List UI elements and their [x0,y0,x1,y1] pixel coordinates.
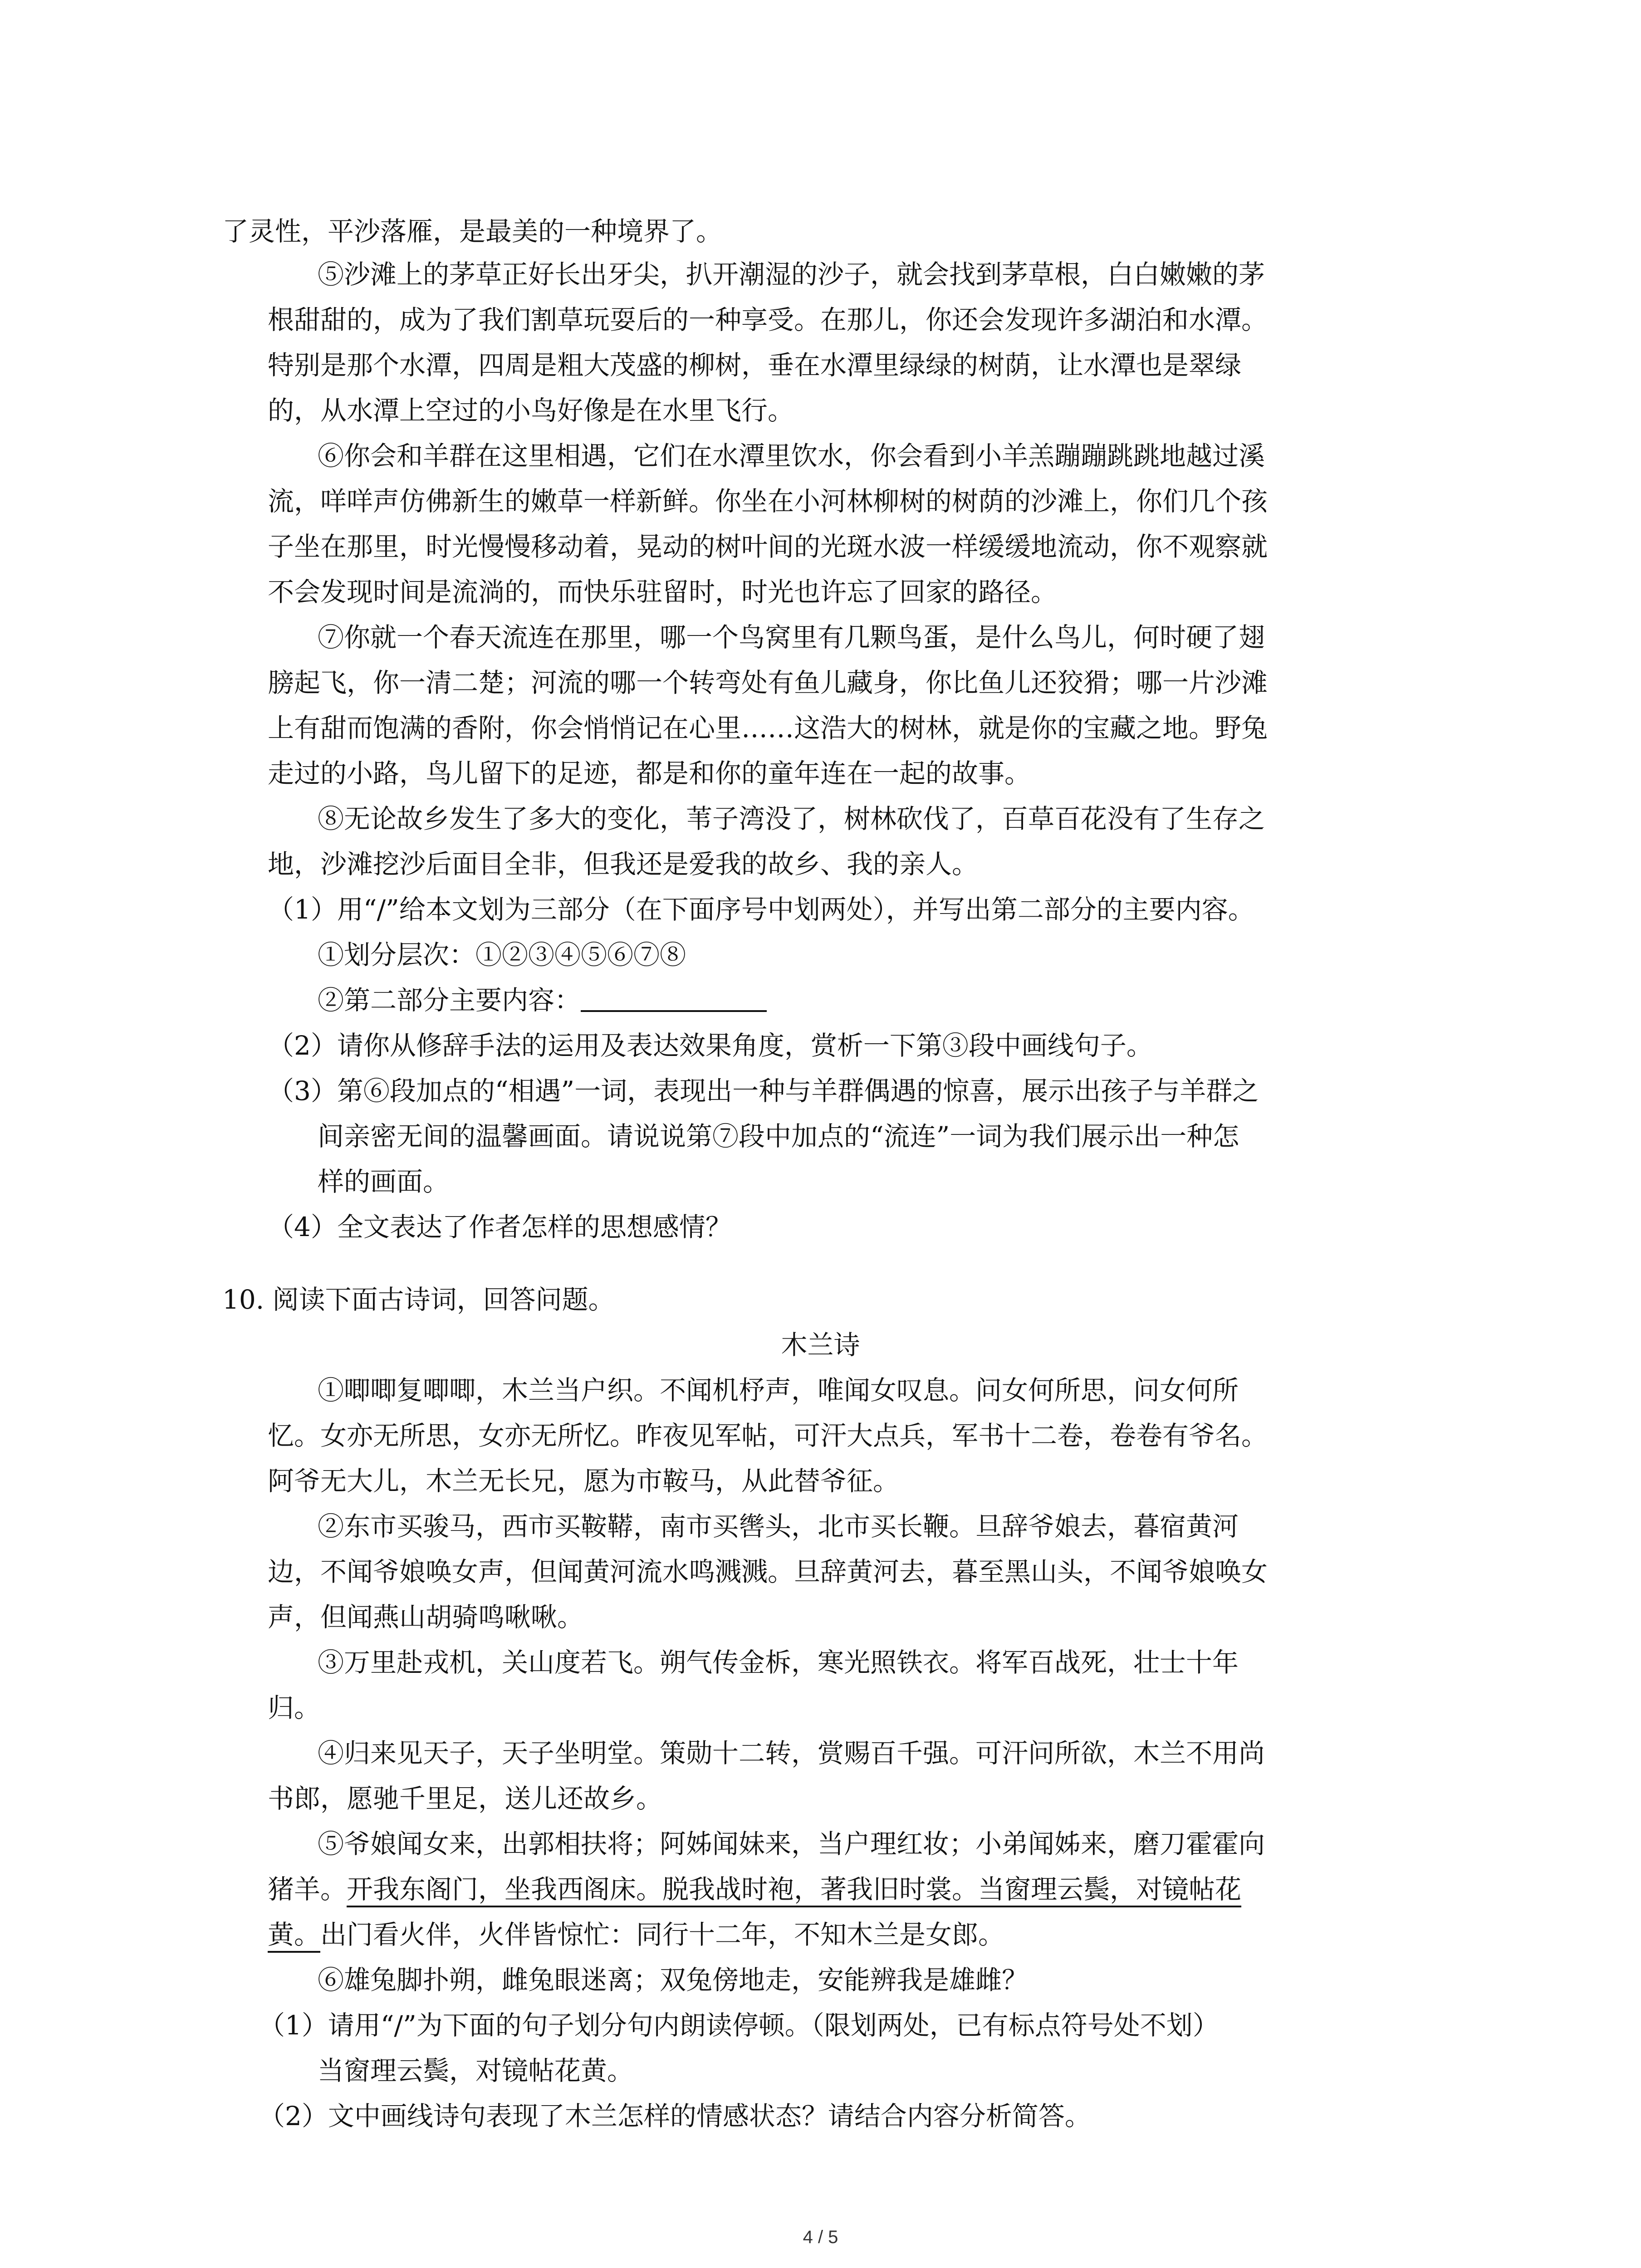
stanza-1-line-2: 忆。女亦无所思，女亦无所忆。昨夜见军帖，可汗大点兵，军书十二卷，卷卷有爷名。 [268,1420,1268,1451]
question-9-2: （2）请你从修辞手法的运用及表达效果角度，赏析一下第③段中画线句子。 [268,1030,1153,1061]
stanza-4-line-1: ④归来见天子，天子坐明堂。策勋十二转，赏赐百千强。可汗问所欲，木兰不用尚 [318,1738,1265,1769]
stanza-5-line-2 [268,1867,1241,1912]
question-9-1-b: ②第二部分主要内容： [318,985,581,1016]
para-6-line-1: ⑥你会和羊群在这里相遇，它们在水潭里饮水，你会看到小羊羔蹦蹦跳跳地越过溪 [318,440,1265,471]
stanza-6: ⑥雄兔脚扑朔，雌兔眼迷离；双兔傍地走，安能辨我是雄雌？ [318,1965,1029,1995]
stanza-5-line-2-plain: 猪羊。 [268,1874,347,1905]
question-9-1-a: ①划分层次：①②③④⑤⑥⑦⑧ [318,939,686,970]
stanza-3-line-2: 归。 [268,1692,321,1723]
para-6-line-4: 不会发现时间是流淌的，而快乐驻留时，时光也许忘了回家的路径。 [268,577,1058,607]
poem-title: 木兰诗 [781,1330,860,1360]
question-9-1: （1）用“/”给本文划为三部分（在下面序号中划两处），并写出第二部分的主要内容。 [268,894,1254,925]
stanza-2-line-2: 边，不闻爷娘唤女声，但闻黄河流水鸣溅溅。旦辞黄河去，暮至黑山头，不闻爷娘唤女 [268,1556,1268,1587]
para-5-line-2: 根甜甜的，成为了我们割草玩耍后的一种享受。在那儿，你还会发现许多湖泊和水潭。 [268,304,1268,335]
question-10-heading: 10. 阅读下面古诗词，回答问题。 [222,1284,615,1315]
para-8-line-2: 地，沙滩挖沙后面目全非，但我还是爱我的故乡、我的亲人。 [268,849,979,880]
para-7-line-2: 膀起飞，你一清二楚；河流的哪一个转弯处有鱼儿藏身，你比鱼儿还狡猾；哪一片沙滩 [268,667,1268,698]
para-8-line-1: ⑧无论故乡发生了多大的变化，苇子湾没了，树林砍伐了，百草百花没有了生存之 [318,803,1265,834]
para-4-tail: 了灵性，平沙落雁，是最美的一种境界了。 [222,216,723,247]
question-10-1: （1）请用“/”为下面的句子划分句内朗读停顿。（限划两处，已有标点符号处不划） [259,2010,1219,2041]
stanza-4-line-2: 书郎，愿驰千里足，送儿还故乡。 [268,1783,663,1814]
question-10-1-sentence: 当窗理云鬓，对镜帖花黄。 [318,2055,634,2086]
stanza-3-line-1: ③万里赴戎机，关山度若飞。朔气传金柝，寒光照铁衣。将军百战死，壮士十年 [318,1647,1239,1678]
para-6-line-3: 子坐在那里，时光慢慢移动着，晃动的树叶间的光斑水波一样缓缓地流动，你不观察就 [268,531,1268,562]
para-5-line-4: 的，从水潭上空过的小鸟好像是在水里飞行。 [268,395,794,426]
stanza-5-line-3-plain: 出门看火伴，火伴皆惊忙：同行十二年，不知木兰是女郎。 [320,1919,1005,1950]
question-10-2: （2）文中画线诗句表现了木兰怎样的情感状态？请结合内容分析简答。 [259,2101,1091,2131]
para-5-line-1: ⑤沙滩上的茅草正好长出牙尖，扒开潮湿的沙子，就会找到茅草根，白白嫩嫩的茅 [318,259,1265,290]
question-9-3-line-2: 间亲密无间的温馨画面。请说说第⑦段中加点的“流连”一词为我们展示出一种怎 [318,1121,1239,1152]
page-number: 4 / 5 [803,2227,838,2247]
para-7-line-4: 走过的小路，鸟儿留下的足迹，都是和你的童年连在一起的故事。 [268,758,1031,789]
para-7-line-3: 上有甜而饱满的香附，你会悄悄记在心里……这浩大的树林，就是你的宝藏之地。野兔 [268,713,1268,743]
stanza-1-line-1: ①唧唧复唧唧，木兰当户织。不闻机杼声，唯闻女叹息。问女何所思，问女何所 [318,1375,1239,1406]
stanza-5-line-3 [268,1912,1004,1957]
stanza-5-line-1: ⑤爷娘闻女来，出郭相扶将；阿姊闻妹来，当户理红妆；小弟闻姊来，磨刀霍霍向 [318,1828,1265,1859]
para-5-line-3: 特别是那个水潭，四周是粗大茂盛的柳树，垂在水潭里绿绿的树荫，让水潭也是翠绿 [268,350,1242,381]
underlined-verse-1: 开我东阁门，坐我西阁床。脱我战时袍，著我旧时裳。当窗理云鬓，对镜帖花 [347,1874,1242,1905]
para-6-line-2: 流，咩咩声仿佛新生的嫩草一样新鲜。你坐在小河林柳树的树荫的沙滩上，你们几个孩 [268,486,1268,517]
stanza-1-line-3: 阿爷无大儿，木兰无长兄，愿为市鞍马，从此替爷征。 [268,1466,900,1496]
question-9-3-line-3: 样的画面。 [318,1166,450,1197]
answer-blank[interactable] [581,983,767,1012]
para-7-line-1: ⑦你就一个春天流连在那里，哪一个鸟窝里有几颗鸟蛋，是什么鸟儿，何时硬了翅 [318,622,1265,653]
stanza-2-line-3: 声，但闻燕山胡骑鸣啾啾。 [268,1602,584,1633]
question-9-4: （4）全文表达了作者怎样的思想感情？ [268,1212,732,1242]
question-9-3-line-1: （3）第⑥段加点的“相遇”一词，表现出一种与羊群偶遇的惊喜，展示出孩子与羊群之 [268,1075,1259,1106]
question-9-1-b-row [318,978,767,1023]
stanza-2-line-1: ②东市买骏马，西市买鞍鞯，南市买辔头，北市买长鞭。旦辞爷娘去，暮宿黄河 [318,1511,1239,1542]
underlined-verse-2: 黄。 [268,1919,321,1950]
